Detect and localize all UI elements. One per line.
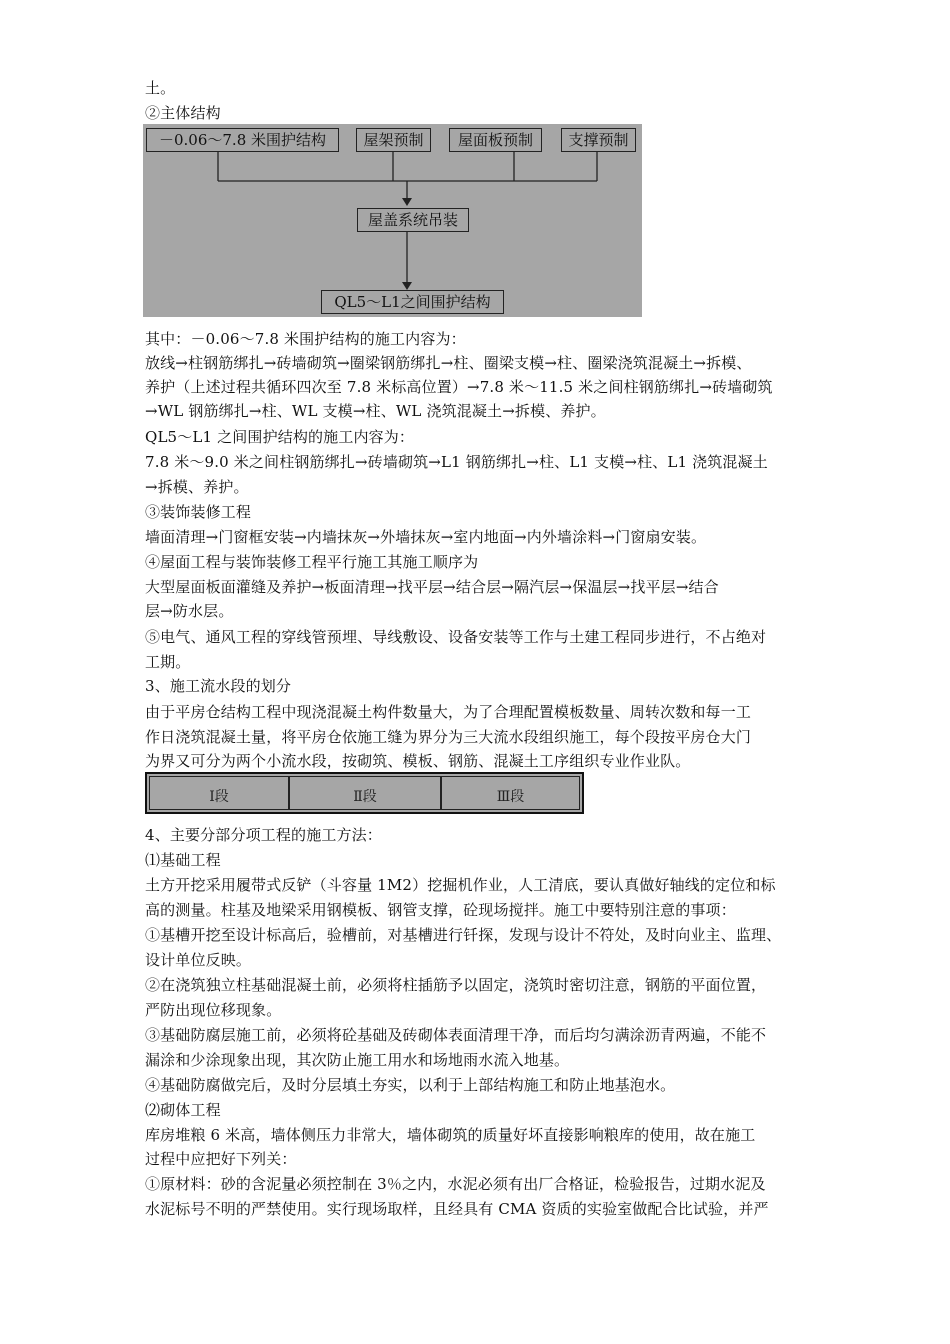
flow-box-enclosure-structure: －0.06～7.8 米围护结构 <box>146 128 339 152</box>
text-line: ③基础防腐层施工前，必须将砼基础及砖砌体表面清理干净，而后均匀满涂沥青两遍，不能不 <box>145 1026 767 1044</box>
section-heading-main-structure: ②主体结构 <box>145 104 221 122</box>
flow-box-roof-system-hoisting: 屋盖系统吊装 <box>357 208 469 232</box>
segment-cell-2: Ⅱ段 <box>289 776 441 810</box>
text-line: 土方开挖采用履带式反铲（斗容量 1M2）挖掘机作业，人工清底，要认真做好轴线的定位和标 <box>145 876 776 894</box>
text-line: 7.8 米～9.0 米之间柱钢筋绑扎→砖墙砌筑→L1 钢筋绑扎→柱、L1 支模→柱、L1 浇筑混凝土 <box>145 453 768 471</box>
section-heading-masonry: ⑵砌体工程 <box>145 1101 221 1119</box>
text-line: 作日浇筑混凝土量，将平房仓依施工缝为界分为三大流水段组织施工，每个段按平房仓大门 <box>145 728 752 746</box>
flow-box-brace-prefab: 支撑预制 <box>561 128 636 152</box>
segment-cell-1: Ⅰ段 <box>149 776 289 810</box>
text-line: →WL 钢筋绑扎→柱、WL 支模→柱、WL 浇筑混凝土→拆模、养护。 <box>145 402 606 420</box>
text-line: →拆模、养护。 <box>145 478 249 496</box>
segment-table <box>145 772 584 814</box>
text-line: 土。 <box>145 79 176 97</box>
text-line: 为界又可分为两个小流水段，按砌筑、模板、钢筋、混凝土工序组织专业作业队。 <box>145 752 691 770</box>
flow-box-truss-prefab: 屋架预制 <box>356 128 431 152</box>
text-line: 工期。 <box>145 653 191 671</box>
text-line: 库房堆粮 6 米高，墙体侧压力非常大，墙体砌筑的质量好坏直接影响粮库的使用，故在施工 <box>145 1126 756 1144</box>
text-line: 养护（上述过程共循环四次至 7.8 米标高位置）→7.8 米～11.5 米之间柱钢筋绑扎→砖墙砌筑 <box>145 378 773 396</box>
section-heading-roofing: ④屋面工程与装饰装修工程平行施工其施工顺序为 <box>145 553 479 571</box>
segment-cell-3: Ⅲ段 <box>441 776 580 810</box>
text-line: ⑤电气、通风工程的穿线管预埋、导线敷设、设备安装等工作与土建工程同步进行，不占绝对 <box>145 628 767 646</box>
section-heading-decoration: ③装饰装修工程 <box>145 503 252 521</box>
text-line: QL5～L1 之间围护结构的施工内容为： <box>145 428 415 446</box>
flow-box-roof-panel-prefab: 屋面板预制 <box>449 128 542 152</box>
text-line: 层→防水层。 <box>145 602 234 620</box>
text-line: 过程中应把好下列关： <box>145 1150 297 1168</box>
text-line: ②在浇筑独立柱基础混凝土前，必须将柱插筋予以固定，浇筑时密切注意，钢筋的平面位置， <box>145 976 767 994</box>
text-line: 漏涂和少涂现象出现，其次防止施工用水和场地雨水流入地基。 <box>145 1051 570 1069</box>
text-line: ①原材料：砂的含泥量必须控制在 3％之内，水泥必须有出厂合格证，检验报告，过期水泥及 <box>145 1175 766 1193</box>
text-line: 放线→柱钢筋绑扎→砖墙砌筑→圈梁钢筋绑扎→柱、圈梁支模→柱、圈梁浇筑混凝土→拆模、 <box>145 354 752 372</box>
text-line: 设计单位反映。 <box>145 951 252 969</box>
text-line: 由于平房仓结构工程中现浇混凝土构件数量大，为了合理配置模板数量、周转次数和每一工 <box>145 703 752 721</box>
text-line: ①基槽开挖至设计标高后，验槽前，对基槽进行钎探，发现与设计不符处，及时向业主、监理、 <box>145 926 782 944</box>
text-line: 严防出现位移现象。 <box>145 1001 282 1019</box>
text-line: 其中：－0.06～7.8 米围护结构的施工内容为： <box>145 330 466 348</box>
text-line: 水泥标号不明的严禁使用。实行现场取样，且经具有 CMA 资质的实验室做配合比试验，并严 <box>145 1200 769 1218</box>
section-heading-methods: 4、主要分部分项工程的施工方法： <box>145 826 382 844</box>
text-line: 墙面清理→门窗框安装→内墙抹灰→外墙抹灰→室内地面→内外墙涂料→门窗扇安装。 <box>145 528 707 546</box>
section-heading-foundation: ⑴基础工程 <box>145 851 221 869</box>
text-line: 高的测量。柱基及地梁采用钢模板、钢管支撑，砼现场搅拌。施工中要特别注意的事项： <box>145 901 736 919</box>
section-heading-flow-segments: 3、施工流水段的划分 <box>145 677 292 695</box>
flowchart-main-structure <box>143 124 642 317</box>
text-line: ④基础防腐做完后，及时分层填土夯实，以利于上部结构施工和防止地基泡水。 <box>145 1076 676 1094</box>
flow-box-ql5-l1-enclosure: QL5～L1之间围护结构 <box>321 290 504 314</box>
text-line: 大型屋面板面灌缝及养护→板面清理→找平层→结合层→隔汽层→保温层→找平层→结合 <box>145 578 719 596</box>
